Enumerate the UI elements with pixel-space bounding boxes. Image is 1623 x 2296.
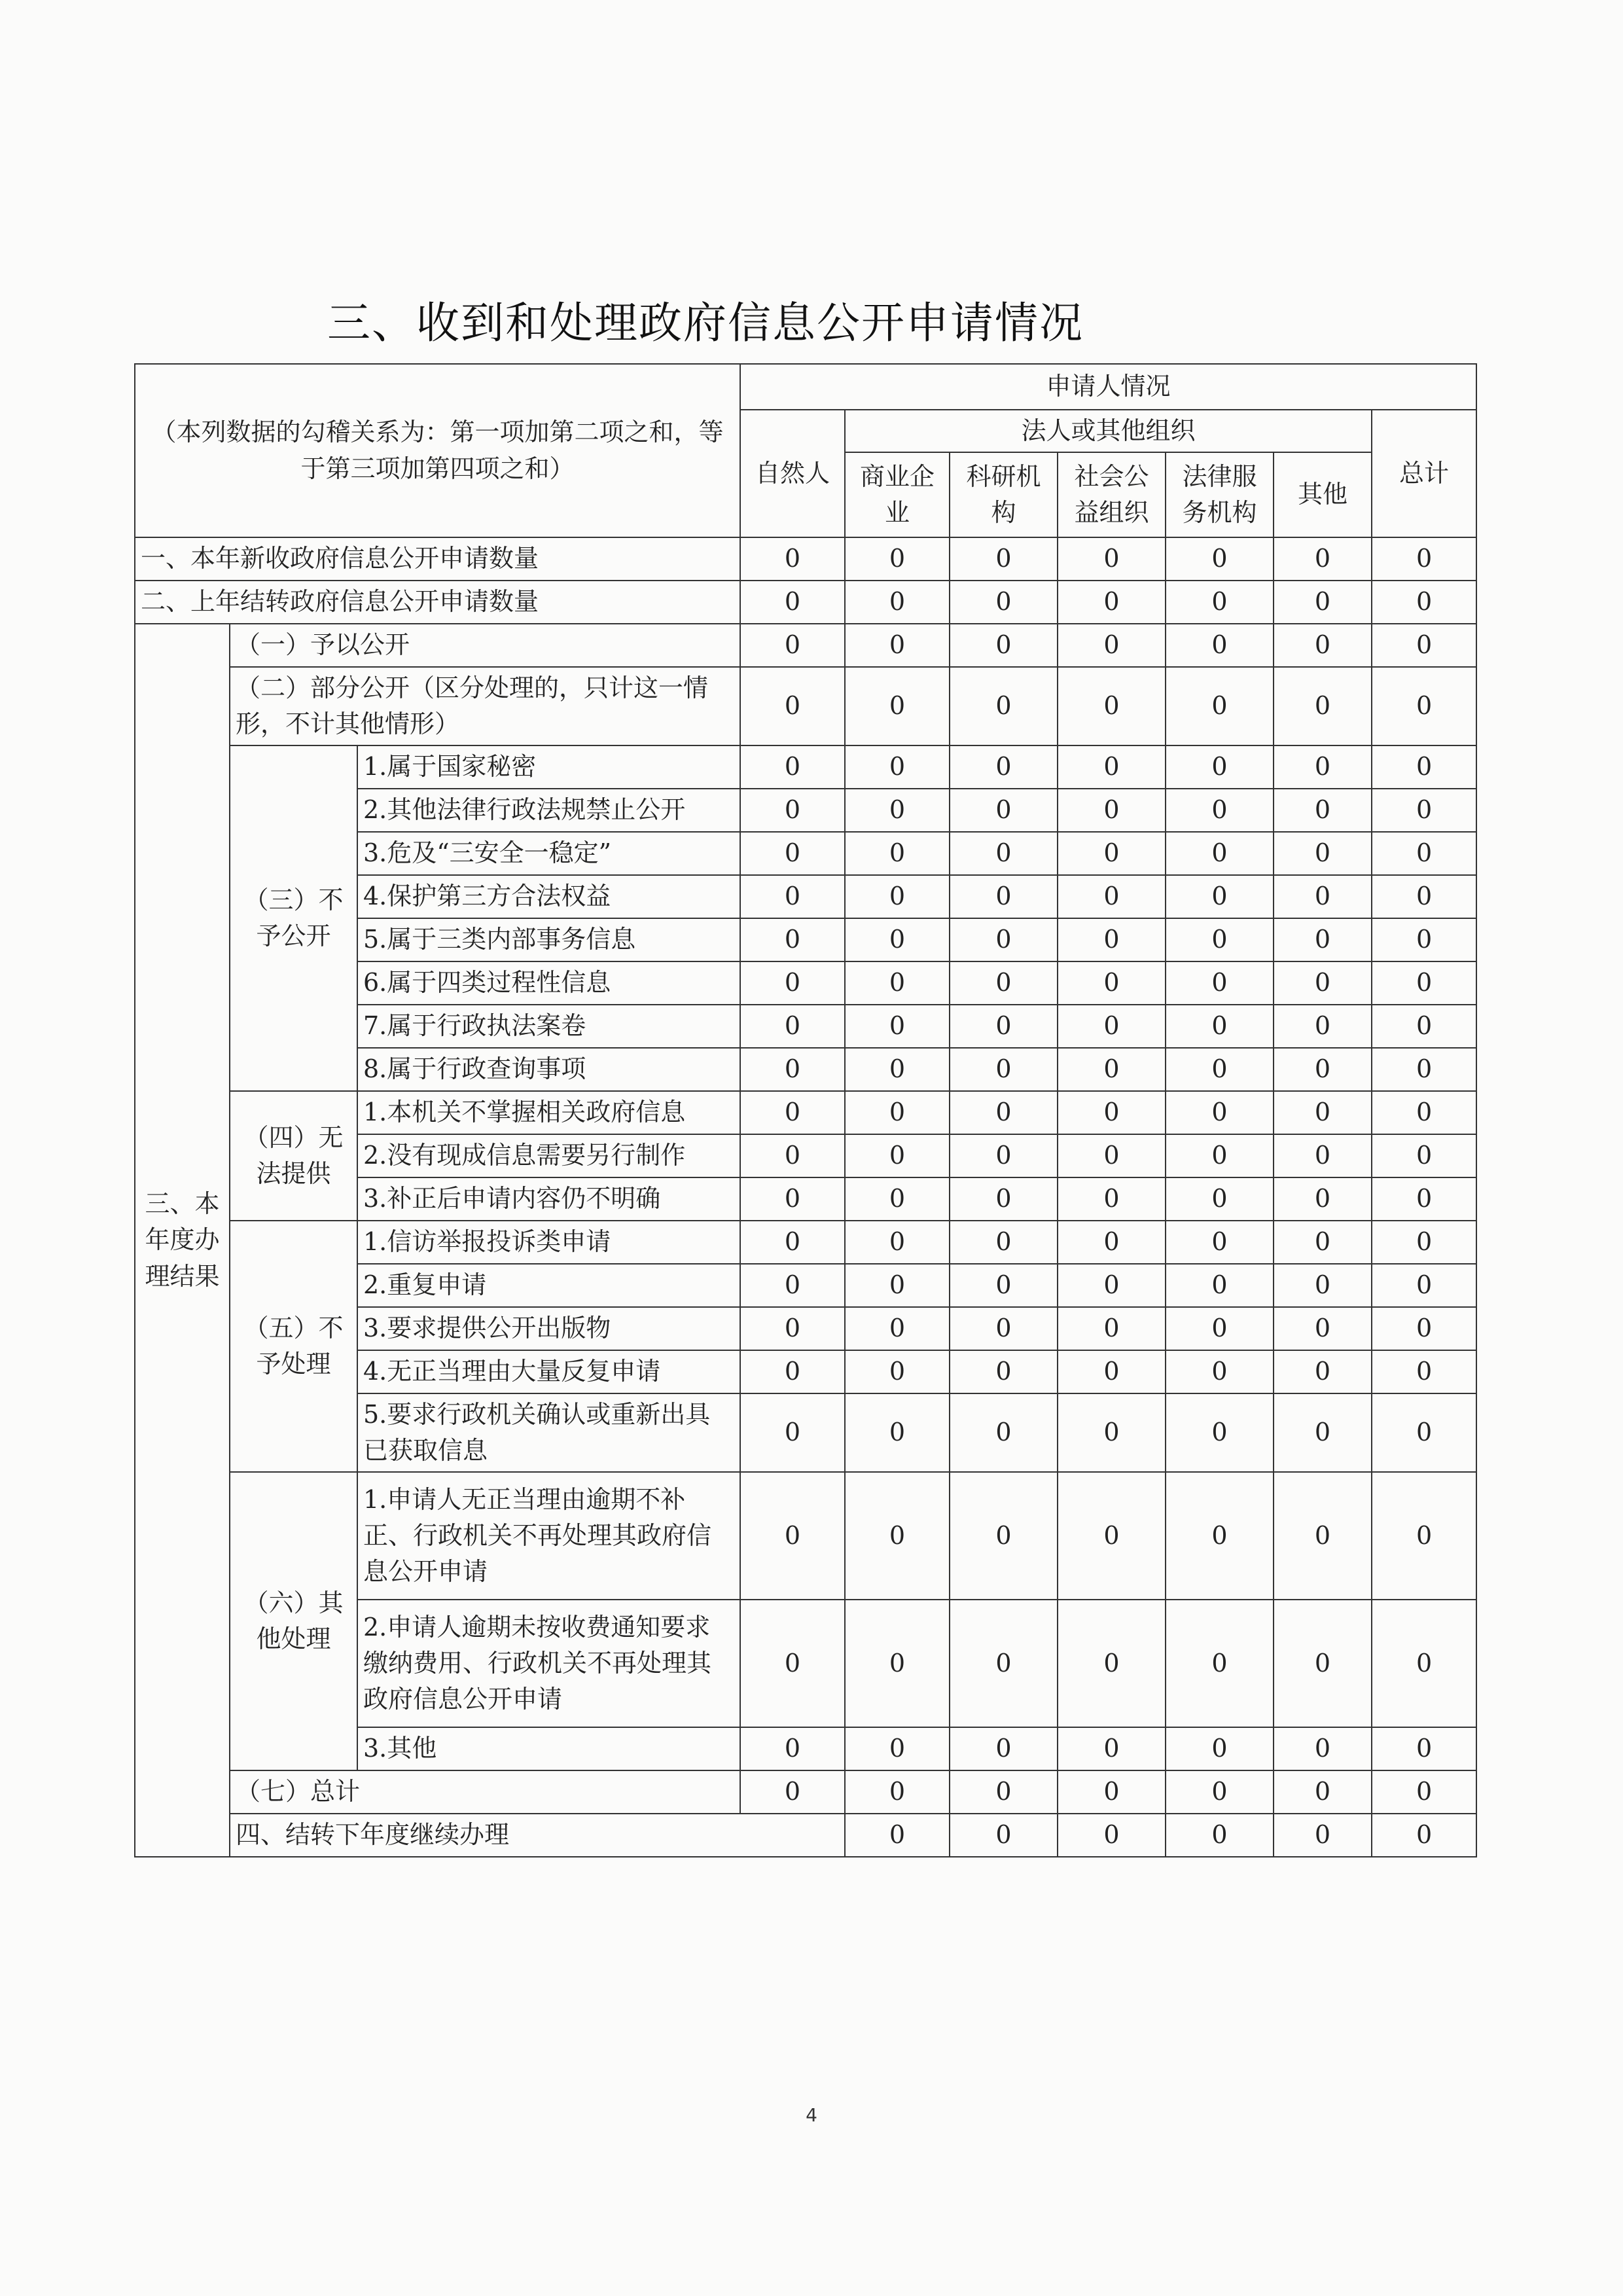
- cannot-provide-group-label: （四）无法提供: [230, 1091, 357, 1221]
- value-cell: 0: [1274, 918, 1372, 961]
- value-cell: 0: [1372, 832, 1476, 875]
- not-public-group-label: （三）不予公开: [230, 745, 357, 1091]
- value-cell: 0: [1274, 581, 1372, 624]
- value-cell: 0: [950, 581, 1058, 624]
- value-cell: 0: [1166, 1307, 1274, 1350]
- value-cell: 0: [950, 789, 1058, 832]
- value-cell: 0: [1058, 1091, 1166, 1134]
- other-handling-group-label: （六）其他处理: [230, 1472, 357, 1770]
- row-label: 2.申请人逾期未按收费通知要求缴纳费用、行政机关不再处理其政府信息公开申请: [357, 1600, 740, 1727]
- value-cell: 0: [1274, 1005, 1372, 1048]
- value-cell: 0: [1058, 1814, 1166, 1857]
- value-cell: 0: [740, 1005, 845, 1048]
- value-cell: 0: [1058, 745, 1166, 789]
- value-cell: 0: [1166, 745, 1274, 789]
- value-cell: 0: [1058, 1134, 1166, 1177]
- value-cell: 0: [845, 1350, 950, 1393]
- value-cell: 0: [1372, 961, 1476, 1005]
- natural-person-header: 自然人: [740, 410, 845, 537]
- value-cell: 0: [950, 1005, 1058, 1048]
- value-cell: 0: [1058, 1600, 1166, 1727]
- page-title: 三、收到和处理政府信息公开申请情况: [327, 298, 1084, 348]
- value-cell: 0: [1058, 1048, 1166, 1091]
- value-cell: 0: [740, 1221, 845, 1264]
- value-cell: 0: [950, 1048, 1058, 1091]
- value-cell: 0: [740, 537, 845, 581]
- value-cell: 0: [740, 918, 845, 961]
- value-cell: 0: [1058, 1264, 1166, 1307]
- column-note: （本列数据的勾稽关系为：第一项加第二项之和，等于第三项加第四项之和）: [135, 364, 740, 537]
- value-cell: 0: [1058, 1472, 1166, 1600]
- value-cell: 0: [1372, 1307, 1476, 1350]
- table-row: [135, 667, 1476, 745]
- value-cell: 0: [950, 1177, 1058, 1221]
- value-cell: 0: [845, 1264, 950, 1307]
- total-header: 总计: [1372, 410, 1476, 537]
- value-cell: 0: [1274, 745, 1372, 789]
- value-cell: 0: [1372, 1472, 1476, 1600]
- value-cell: 0: [845, 667, 950, 745]
- row-label: 1.本机关不掌握相关政府信息: [357, 1091, 740, 1134]
- value-cell: 0: [1058, 1727, 1166, 1770]
- value-cell: 0: [950, 1091, 1058, 1134]
- value-cell: 0: [1166, 1134, 1274, 1177]
- value-cell: 0: [1058, 832, 1166, 875]
- value-cell: 0: [1166, 1177, 1274, 1221]
- value-cell: 0: [1166, 1350, 1274, 1393]
- value-cell: 0: [950, 1393, 1058, 1472]
- value-cell: 0: [1372, 1005, 1476, 1048]
- value-cell: 0: [845, 581, 950, 624]
- row-label: 5.属于三类内部事务信息: [357, 918, 740, 961]
- row-label: 5.要求行政机关确认或重新出具已获取信息: [357, 1393, 740, 1472]
- value-cell: 0: [1058, 1177, 1166, 1221]
- value-cell: 0: [1274, 1393, 1372, 1472]
- value-cell: 0: [1166, 667, 1274, 745]
- value-cell: 0: [950, 918, 1058, 961]
- value-cell: 0: [740, 1600, 845, 1727]
- applicant-situation-header: 申请人情况: [740, 364, 1476, 410]
- value-cell: 0: [1372, 667, 1476, 745]
- public-welfare-header: 社会公益组织: [1058, 452, 1166, 537]
- value-cell: 0: [1274, 961, 1372, 1005]
- value-cell: 0: [845, 1177, 950, 1221]
- value-cell: 0: [1058, 1221, 1166, 1264]
- value-cell: 0: [1058, 537, 1166, 581]
- value-cell: 0: [845, 624, 950, 667]
- value-cell: 0: [950, 624, 1058, 667]
- row-label: 3.其他: [357, 1727, 740, 1770]
- value-cell: 0: [740, 1264, 845, 1307]
- row-label: 2.其他法律行政法规禁止公开: [357, 789, 740, 832]
- row-label: （一）予以公开: [230, 624, 740, 667]
- value-cell: 0: [845, 745, 950, 789]
- row-label: 2.没有现成信息需要另行制作: [357, 1134, 740, 1177]
- value-cell: 0: [845, 1814, 950, 1857]
- value-cell: 0: [1372, 1134, 1476, 1177]
- value-cell: 0: [1372, 537, 1476, 581]
- value-cell: 0: [740, 745, 845, 789]
- value-cell: 0: [1166, 1005, 1274, 1048]
- value-cell: 0: [950, 1350, 1058, 1393]
- value-cell: 0: [845, 1727, 950, 1770]
- value-cell: 0: [1274, 1350, 1372, 1393]
- row-label: 4.保护第三方合法权益: [357, 875, 740, 918]
- value-cell: 0: [1166, 1770, 1274, 1814]
- value-cell: 0: [1372, 1177, 1476, 1221]
- value-cell: 0: [1274, 875, 1372, 918]
- row-label: 四、结转下年度继续办理: [230, 1814, 845, 1857]
- value-cell: 0: [740, 1472, 845, 1600]
- value-cell: 0: [1372, 581, 1476, 624]
- value-cell: 0: [1058, 1770, 1166, 1814]
- value-cell: 0: [1274, 1264, 1372, 1307]
- value-cell: 0: [1166, 789, 1274, 832]
- row-label: 1.属于国家秘密: [357, 745, 740, 789]
- value-cell: 0: [1274, 1134, 1372, 1177]
- value-cell: 0: [845, 832, 950, 875]
- value-cell: 0: [1274, 1600, 1372, 1727]
- table-row: [135, 537, 1476, 581]
- application-statistics-table: [134, 363, 1477, 1857]
- value-cell: 0: [950, 961, 1058, 1005]
- value-cell: 0: [1166, 1814, 1274, 1857]
- value-cell: 0: [845, 1307, 950, 1350]
- value-cell: 0: [1274, 1177, 1372, 1221]
- value-cell: 0: [845, 1221, 950, 1264]
- row-label: 二、上年结转政府信息公开申请数量: [135, 581, 740, 624]
- value-cell: 0: [1058, 961, 1166, 1005]
- value-cell: 0: [950, 667, 1058, 745]
- value-cell: 0: [1166, 1091, 1274, 1134]
- value-cell: 0: [1372, 918, 1476, 961]
- value-cell: 0: [845, 1393, 950, 1472]
- value-cell: 0: [1274, 1091, 1372, 1134]
- value-cell: 0: [740, 1727, 845, 1770]
- value-cell: 0: [1372, 1048, 1476, 1091]
- value-cell: 0: [1372, 1221, 1476, 1264]
- value-cell: 0: [1372, 1727, 1476, 1770]
- value-cell: 0: [1372, 745, 1476, 789]
- value-cell: 0: [1166, 1393, 1274, 1472]
- value-cell: 0: [1274, 1221, 1372, 1264]
- value-cell: 0: [1166, 1048, 1274, 1091]
- value-cell: 0: [950, 745, 1058, 789]
- value-cell: 0: [740, 961, 845, 1005]
- table-row: [135, 1770, 1476, 1814]
- value-cell: 0: [1058, 918, 1166, 961]
- value-cell: 0: [1166, 1264, 1274, 1307]
- value-cell: 0: [740, 1393, 845, 1472]
- row-label: 3.要求提供公开出版物: [357, 1307, 740, 1350]
- value-cell: 0: [740, 624, 845, 667]
- row-label: 1.信访举报投诉类申请: [357, 1221, 740, 1264]
- value-cell: 0: [950, 1221, 1058, 1264]
- table-row: [135, 1091, 1476, 1134]
- table-row: [135, 1814, 1476, 1857]
- table-row: [135, 624, 1476, 667]
- value-cell: 0: [845, 1472, 950, 1600]
- table-row: [135, 745, 1476, 789]
- value-cell: 0: [950, 1134, 1058, 1177]
- value-cell: 0: [845, 918, 950, 961]
- value-cell: 0: [740, 789, 845, 832]
- value-cell: 0: [845, 1048, 950, 1091]
- value-cell: 0: [740, 1770, 845, 1814]
- value-cell: 0: [845, 1091, 950, 1134]
- value-cell: 0: [1372, 1600, 1476, 1727]
- value-cell: 0: [740, 1350, 845, 1393]
- value-cell: 0: [1274, 1814, 1372, 1857]
- row-label: 6.属于四类过程性信息: [357, 961, 740, 1005]
- value-cell: 0: [1372, 1350, 1476, 1393]
- value-cell: 0: [1274, 1472, 1372, 1600]
- value-cell: 0: [1058, 875, 1166, 918]
- value-cell: 0: [1166, 875, 1274, 918]
- value-cell: 0: [1058, 789, 1166, 832]
- value-cell: 0: [740, 1307, 845, 1350]
- value-cell: 0: [1166, 918, 1274, 961]
- value-cell: 0: [1372, 624, 1476, 667]
- value-cell: 0: [740, 1134, 845, 1177]
- value-cell: 0: [740, 832, 845, 875]
- value-cell: 0: [950, 1600, 1058, 1727]
- value-cell: 0: [1274, 624, 1372, 667]
- legal-person-header: 法人或其他组织: [845, 410, 1372, 452]
- value-cell: 0: [1058, 1393, 1166, 1472]
- value-cell: 0: [1058, 1307, 1166, 1350]
- value-cell: 0: [845, 961, 950, 1005]
- value-cell: 0: [1166, 1221, 1274, 1264]
- value-cell: 0: [1166, 1600, 1274, 1727]
- value-cell: 0: [845, 1770, 950, 1814]
- value-cell: 0: [1058, 1350, 1166, 1393]
- value-cell: 0: [1274, 1770, 1372, 1814]
- row-label: 2.重复申请: [357, 1264, 740, 1307]
- value-cell: 0: [1274, 832, 1372, 875]
- value-cell: 0: [845, 1600, 950, 1727]
- row-label: 一、本年新收政府信息公开申请数量: [135, 537, 740, 581]
- value-cell: 0: [950, 1472, 1058, 1600]
- value-cell: 0: [950, 875, 1058, 918]
- row-label: （二）部分公开（区分处理的，只计这一情形，不计其他情形）: [230, 667, 740, 745]
- value-cell: 0: [845, 875, 950, 918]
- value-cell: 0: [1372, 1264, 1476, 1307]
- row-label: 8.属于行政查询事项: [357, 1048, 740, 1091]
- value-cell: 0: [950, 1814, 1058, 1857]
- row-label: 7.属于行政执法案卷: [357, 1005, 740, 1048]
- table-row: [135, 1472, 1476, 1600]
- value-cell: 0: [950, 1770, 1058, 1814]
- value-cell: 0: [1274, 1307, 1372, 1350]
- value-cell: 0: [1274, 1727, 1372, 1770]
- value-cell: 0: [1166, 537, 1274, 581]
- value-cell: 0: [1372, 1091, 1476, 1134]
- value-cell: 0: [1058, 667, 1166, 745]
- value-cell: 0: [950, 1727, 1058, 1770]
- table-row: [135, 1221, 1476, 1264]
- value-cell: 0: [1166, 961, 1274, 1005]
- value-cell: 0: [740, 1048, 845, 1091]
- row-label: 3.危及“三安全一稳定”: [357, 832, 740, 875]
- value-cell: 0: [845, 1005, 950, 1048]
- value-cell: 0: [1166, 1472, 1274, 1600]
- value-cell: 0: [1274, 789, 1372, 832]
- value-cell: 0: [845, 789, 950, 832]
- value-cell: 0: [1274, 1048, 1372, 1091]
- legal-service-header: 法律服务机构: [1166, 452, 1274, 537]
- value-cell: 0: [1058, 1005, 1166, 1048]
- row-label: 4.无正当理由大量反复申请: [357, 1350, 740, 1393]
- page-number: 4: [806, 2104, 817, 2126]
- value-cell: 0: [1372, 789, 1476, 832]
- value-cell: 0: [845, 537, 950, 581]
- row-label: 1.申请人无正当理由逾期不补正、行政机关不再处理其政府信息公开申请: [357, 1472, 740, 1600]
- value-cell: 0: [1058, 581, 1166, 624]
- results-group-label: 三、本年度办理结果: [135, 624, 230, 1857]
- value-cell: 0: [1166, 581, 1274, 624]
- value-cell: 0: [740, 875, 845, 918]
- value-cell: 0: [1166, 1727, 1274, 1770]
- value-cell: 0: [1372, 875, 1476, 918]
- value-cell: 0: [740, 1177, 845, 1221]
- research-header: 科研机构: [950, 452, 1058, 537]
- value-cell: 0: [1372, 1814, 1476, 1857]
- other-header: 其他: [1274, 452, 1372, 537]
- value-cell: 0: [740, 667, 845, 745]
- value-cell: 0: [1372, 1770, 1476, 1814]
- not-handled-group-label: （五）不予处理: [230, 1221, 357, 1472]
- header-row: [135, 364, 1476, 410]
- value-cell: 0: [950, 1307, 1058, 1350]
- value-cell: 0: [1166, 832, 1274, 875]
- value-cell: 0: [740, 1091, 845, 1134]
- table-row: [135, 581, 1476, 624]
- value-cell: 0: [845, 1134, 950, 1177]
- value-cell: 0: [1058, 624, 1166, 667]
- row-label: 3.补正后申请内容仍不明确: [357, 1177, 740, 1221]
- value-cell: 0: [1166, 624, 1274, 667]
- row-label: （七）总计: [230, 1770, 740, 1814]
- value-cell: 0: [1372, 1393, 1476, 1472]
- value-cell: 0: [740, 581, 845, 624]
- value-cell: 0: [950, 832, 1058, 875]
- value-cell: 0: [1274, 667, 1372, 745]
- value-cell: 0: [950, 1264, 1058, 1307]
- value-cell: 0: [950, 537, 1058, 581]
- business-header: 商业企业: [845, 452, 950, 537]
- value-cell: 0: [1274, 537, 1372, 581]
